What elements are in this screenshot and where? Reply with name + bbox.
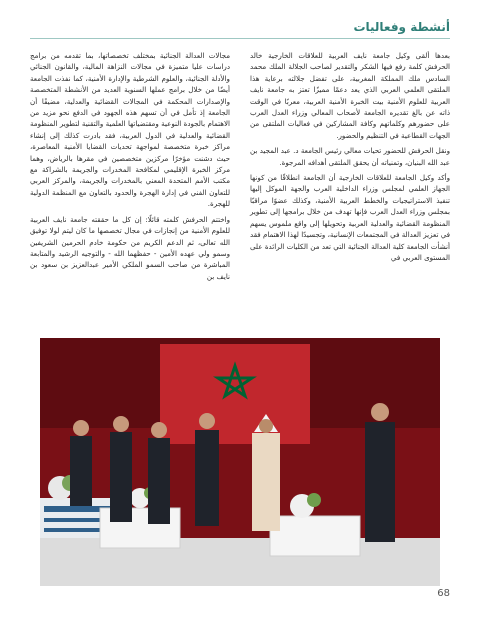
paragraph: وأكد وكيل الجامعة للعلاقات الخارجية أن الجامعة انطلاقًا من كونها الجهاز العلمي لمجلس وزراء الداخلية العرب والجهة الموكل إليها تنفيذ الاستراتيجيات والخطط العربية الأمنية، وكذلك عضوًا مراقبًا بمجلس وزراء العدل العرب فإنها تهدف من خلال برامجها إلى تطوير المنظومة القضائية والعدلية العربية وتحويلها إلى واقع ملموس يسهم في تعزيز العدالة في المجتمعات الإنسانية، وتجسيدًا لهذا الاهتمام فقد أنشأت الجامعة كلية العدالة الجنائية التي تعد من الكليات الرائدة على المستوى العربي في — [250, 173, 450, 262]
paragraph: بعدها ألقى وكيل جامعة نايف العربية للعلاقات الخارجية خالد الحرفش كلمة رفع فيها الشكر والتقدير لصاحب الجلالة الملك محمد السادس ملك المملكة المغربية، على تفضل جلالته برعاية هذا الملتقى العلمي العربي الذي يعد دعمًا مميزًا تعتز به جامعة نايف العربية للعلوم الأمنية بيت الخبرة الأمنية العربية، معربًا في الوقت ذاته عن بالغ تقديره الجامعة لأصحاب المعالي وزراء العدل العرب على حضورهم وكلماتهم وكافة المشاركين في فعاليات الملتقى من الجهات القطاعية في التنظيم والحضور. — [250, 51, 450, 140]
event-photo — [40, 338, 440, 586]
article-column-left — [30, 50, 230, 286]
event-photo-illustration — [40, 338, 440, 586]
section-title: أنشطة وفعاليات — [353, 20, 450, 34]
page-number: 68 — [437, 588, 450, 599]
paragraph: واختتم الحرفش كلمته قائلًا: إن كل ما حققته جامعة نايف العربية للعلوم الأمنية من إنجازات في مجال تخصصها ما كان ليتم لولا توفيق الله تعالى، ثم الدعم الكريم من حكومة خادم الحرمين الشريفين وسمو ولي عهده الأمين - حفظهما الله - والتوجيه الرشيد والمتابعة المباشرة من صاحب السمو الملكي الأمير عبدالعزيز بن سعود بن نايف بن — [30, 214, 230, 281]
article-column-right — [250, 50, 450, 267]
header-divider — [30, 38, 450, 39]
section-header — [30, 20, 450, 42]
paragraph: ونقل الحرفش للحضور تحيات معالي رئيس الجامعة د. عبد المجيد بن عبد الله البنيان، وتمنياته أن يحقق الملتقى أهدافه المرجوة. — [250, 146, 450, 167]
paragraph: مجالات العدالة الجنائية بمختلف تخصصاتها، بما تقدمه من برامج دراسات عليا متميزة في مجالات النزاهة المالية، والقانون الجنائي والأدلة الجنائية، والعلوم الشرطية والإدارة الأمنية، كما نفذت الجامعة أيضًا من خلال برامج عملها السنوية العديد من الأنشطة المتخصصة والإصدارات المحكمة في المجالات القضائية والعدلية، مضيفًا أن الجامعة إذ تأمل في أن تسهم هذه الجهود في الدفع نحو مزيد من الاهتمام بالجودة النوعية ومقتضياتها العلمية والتقنية لتطوير المنظومة القضائية والعدلية في الدول العربية، فقد بادرت كذلك إلى إنشاء مراكز خبرة متخصصة لمواجهة تحديات القضايا الأمنية المعاصرة، حيث دشنت مؤخرًا مركزين متخصصين في مقرها بالرياض، وهما مركز الخبرة الإقليمي لمكافحة المخدرات والجريمة بالشراكة مع مكتب الأمم المتحدة المعني بالمخدرات والجريمة، والمركز العربي للتعاون الفني في إدارة الهجرة والحدود بالتعاون مع المنظمة الدولية للهجرة. — [30, 51, 230, 209]
flag — [160, 344, 310, 444]
